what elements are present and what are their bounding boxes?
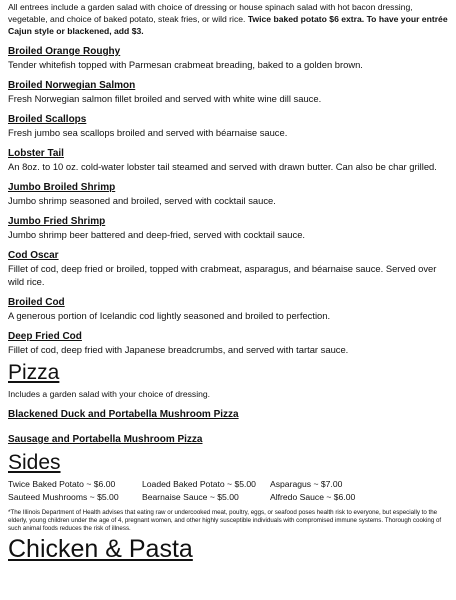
- menu-item-desc: Fresh jumbo sea scallops broiled and served with béarnaise sauce.: [8, 127, 288, 138]
- chicken-pasta-heading: Chicken & Pasta: [8, 535, 193, 563]
- intro-bold-note: Twice baked potato $6 extra. To have your entrée Cajun style or blackened, add $3.: [8, 14, 448, 36]
- menu-item-desc: Fresh Norwegian salmon fillet broiled and served with white wine dill sauce.: [8, 93, 322, 104]
- pizza-note: Includes a garden salad with your choice of dressing.: [8, 389, 211, 399]
- menu-item-name: Broiled Norwegian Salmon: [8, 80, 136, 91]
- side-item: Asparagus ~ $7.00: [270, 479, 343, 489]
- menu-item-name: Cod Oscar: [8, 250, 59, 261]
- menu-item: [8, 215, 448, 241]
- sides-list: [8, 478, 448, 503]
- menu-item-name: Broiled Orange Roughy: [8, 46, 121, 57]
- menu-item: [8, 45, 448, 71]
- health-disclaimer: *The Illinois Department of Health advises that eating raw or undercooked meat, poultry, eggs, or seafood poses health risk to everyone, but especially to the elderly, young children under the age of 4, pregnant women, and other highly susceptible individuals with compromised immune systems. Thorough cooking of such animal foods reduces the risk of illness.: [8, 509, 442, 532]
- menu-item: [8, 296, 448, 322]
- menu-item: [8, 181, 448, 207]
- menu-item: [8, 249, 448, 288]
- sides-heading: Sides: [8, 451, 61, 474]
- menu-item-desc: Jumbo shrimp seasoned and broiled, served with cocktail sauce.: [8, 195, 276, 206]
- menu-item-name: Broiled Cod: [8, 297, 65, 308]
- menu-item-desc: Jumbo shrimp beer battered and deep-fried, served with cocktail sauce.: [8, 229, 306, 240]
- menu-item-name: Deep Fried Cod: [8, 331, 82, 342]
- menu-item-desc: A generous portion of Icelandic cod lightly seasoned and broiled to perfection.: [8, 310, 331, 321]
- menu-item-desc: Fillet of cod, deep fried or broiled, topped with crabmeat, asparagus, and béarnaise sauce. Served over wild rice.: [8, 263, 437, 287]
- pizza-item: Sausage and Portabella Mushroom Pizza: [8, 434, 203, 445]
- menu-item-desc: Tender whitefish topped with Parmesan crabmeat breading, baked to a golden brown.: [8, 59, 363, 70]
- menu-item-desc: Fillet of cod, deep fried with Japanese breadcrumbs, and served with tartar sauce.: [8, 344, 349, 355]
- menu-page: [8, 0, 448, 563]
- menu-item-name: Jumbo Broiled Shrimp: [8, 182, 116, 193]
- menu-item: [8, 147, 448, 173]
- pizza-heading: Pizza: [8, 361, 60, 384]
- menu-item: [8, 113, 448, 139]
- side-item: Bearnaise Sauce ~ $5.00: [142, 492, 239, 502]
- pizza-item: Blackened Duck and Portabella Mushroom Pizza: [8, 409, 239, 420]
- side-item: Alfredo Sauce ~ $6.00: [270, 492, 356, 502]
- side-item: Loaded Baked Potato ~ $5.00: [142, 479, 256, 489]
- intro-text: All entrees include a garden salad with choice of dressing or house spinach salad with hot bacon dressing, vegetable, and choice of baked potato, steak fries, or wild rice.: [8, 2, 413, 24]
- menu-item: [8, 330, 448, 356]
- menu-item: [8, 79, 448, 105]
- menu-item-name: Lobster Tail: [8, 148, 64, 159]
- entree-intro: [8, 1, 448, 37]
- menu-item-desc: An 8oz. to 10 oz. cold-water lobster tail steamed and served with drawn butter. Can also be char grilled.: [8, 161, 437, 172]
- menu-item-name: Broiled Scallops: [8, 114, 87, 125]
- menu-item-name: Jumbo Fried Shrimp: [8, 216, 106, 227]
- side-item: Twice Baked Potato ~ $6.00: [8, 479, 116, 489]
- side-item: Sauteed Mushrooms ~ $5.00: [8, 492, 119, 502]
